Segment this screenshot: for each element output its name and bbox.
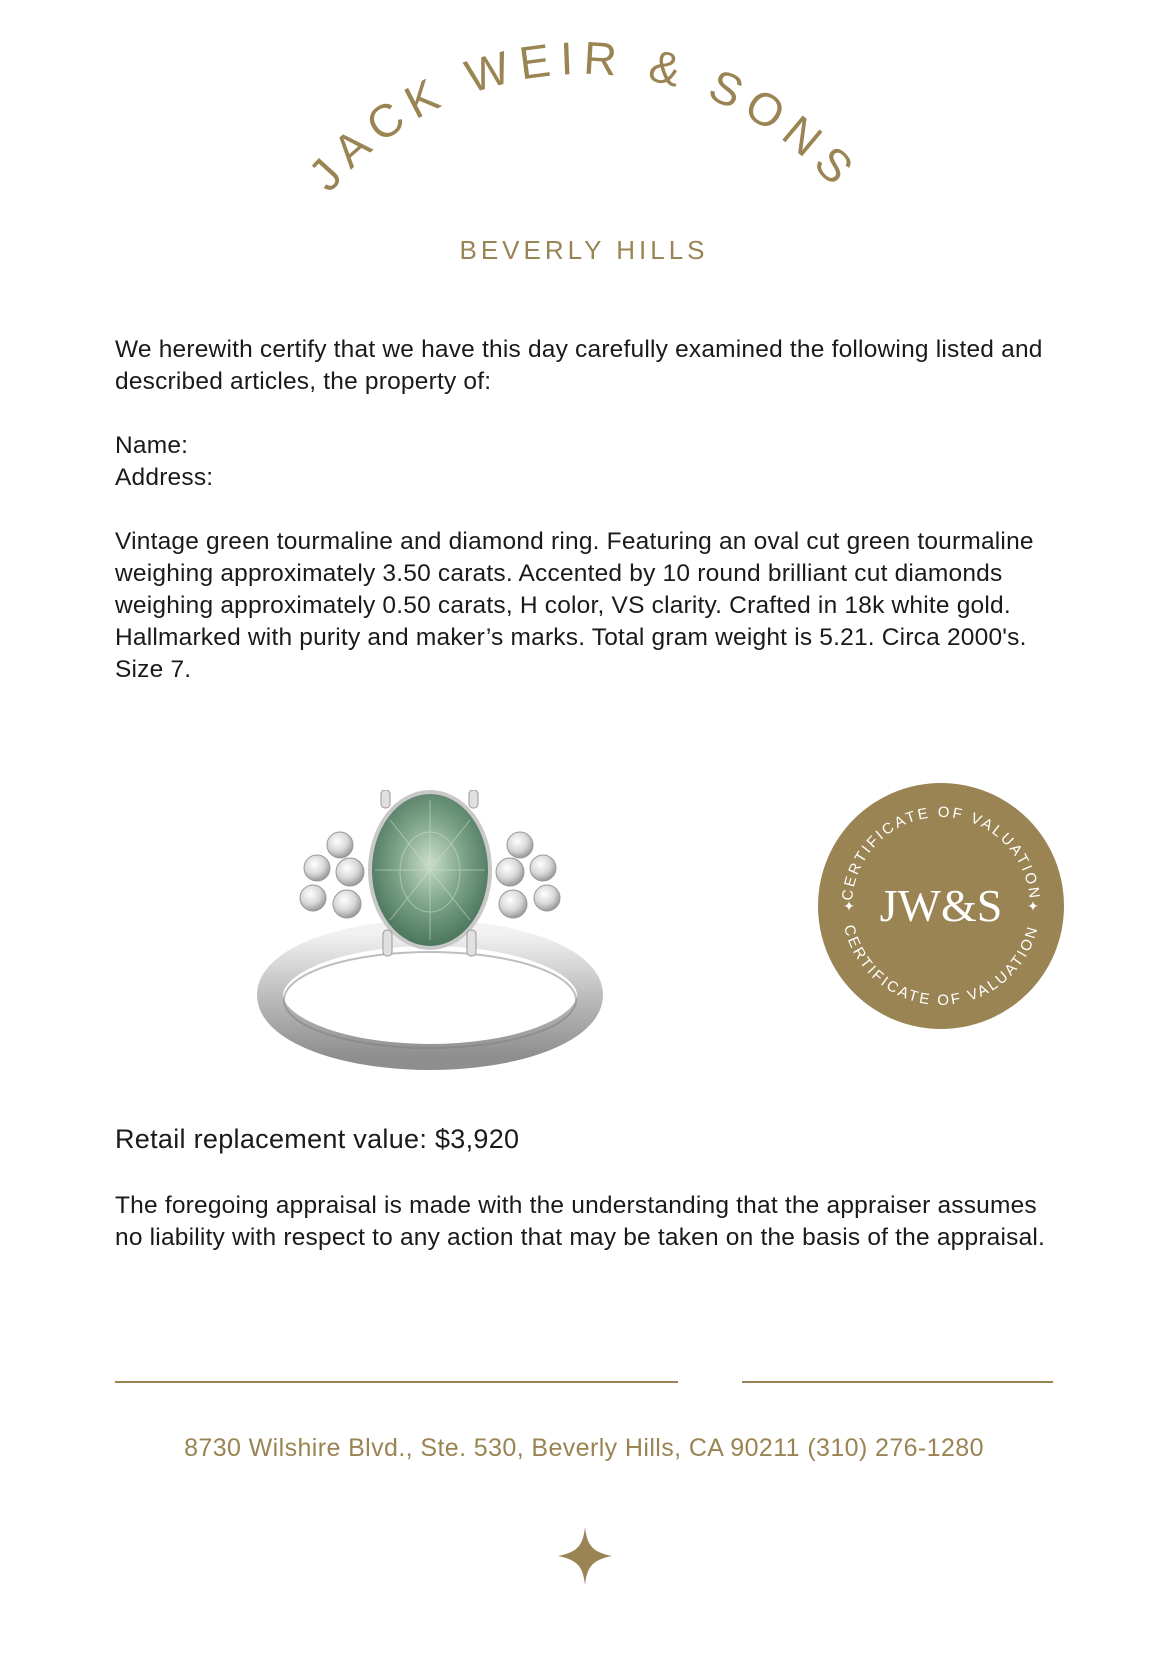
brand-logo (0, 0, 1168, 280)
side-diamonds-right (496, 832, 560, 918)
seal-monogram: JW&S (879, 880, 1003, 931)
item-description: Vintage green tourmaline and diamond ring. Featuring an oval cut green tourmaline weighing approximately 3.50 carats. Accented by 10 round brilliant cut diamonds weighing approximately 0.50 carats, H color, VS clarity. Crafted in 18k white gold. Hallmarked with purity and maker’s marks. Total gram weight is 5.21. Circa 2000's. Size 7. (115, 528, 1034, 683)
brand-name: JACK WEIR & SONS (298, 31, 870, 201)
owner-fields (115, 430, 1055, 494)
seal-star-left-icon: ✦ (843, 899, 855, 915)
seal-star-right-icon: ✦ (1027, 899, 1039, 915)
disclaimer: The foregoing appraisal is made with the understanding that the appraiser assumes no liability with respect to any action that may be taken on the basis of the appraisal. (115, 1192, 1046, 1251)
valuation-seal (816, 781, 1066, 1031)
side-diamonds-left (300, 832, 364, 918)
signature-line-left (115, 1381, 678, 1383)
four-point-star-icon (558, 1527, 612, 1585)
address-label: Address: (115, 464, 214, 491)
ring-image (255, 790, 605, 1070)
retail-value: Retail replacement value: $3,920 (115, 1124, 520, 1154)
seal-ring-text-bottom: CERTIFICATE OF VALUATION (840, 922, 1042, 1010)
signature-line-right (742, 1381, 1053, 1383)
brand-location: BEVERLY HILLS (459, 235, 709, 265)
seal-ring-text-top: CERTIFICATE OF VALUATION (838, 803, 1044, 902)
name-label: Name: (115, 432, 189, 459)
footer-address: 8730 Wilshire Blvd., Ste. 530, Beverly Hills, CA 90211 (310) 276-1280 (184, 1434, 984, 1462)
certification-intro: We herewith certify that we have this day carefully examined the following listed and described articles, the property of: (115, 336, 1043, 395)
